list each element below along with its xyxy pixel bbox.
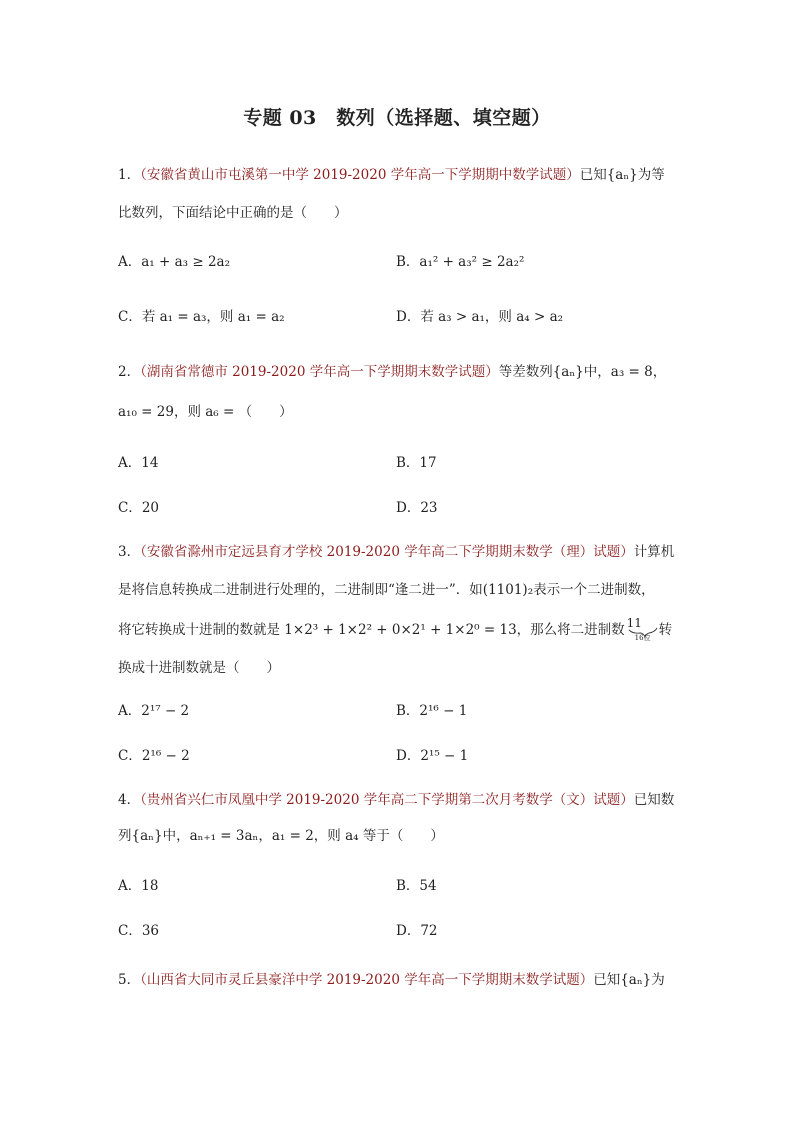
question-2-line-1 [118,360,666,380]
question-4-line-1 [118,788,674,808]
question-source: （安徽省滁州市定远县育才学校 2019-2020 学年高二下学期期末数学（理）试题） [140,544,634,560]
binary-number-figure [625,618,659,640]
option-a: A．18 [118,878,159,894]
sequence-symbol: {aₙ} [606,167,638,183]
question-5-line-1 [118,968,665,988]
question-1-line-1 [118,163,665,183]
option-c: C．36 [118,923,160,939]
question-text: 计算机 [633,544,675,560]
question-text: 已知 [579,167,607,183]
sequence-symbol: {aₙ} [620,972,652,988]
question-text: 为 [651,972,665,988]
question-2-line-2: a₁₀ = 29，则 a₆ = （ ） [118,404,293,420]
question-text: 中，a₃ = 8， [583,364,667,380]
option-d: D．23 [396,500,438,516]
option-b: B．a₁² + a₃² ≥ 2a₂² [396,254,525,270]
question-number: 1． [118,167,141,183]
option-a: A．2¹⁷ − 2 [118,703,190,719]
option-c: C．20 [118,500,160,516]
option-d: D．72 [396,923,438,939]
option-c: C．若 a₁ = a₃，则 a₁ = a₂ [118,309,285,325]
option-c: C．2¹⁶ − 2 [118,748,190,764]
binary-digits: 11 [626,616,642,630]
option-d: D．2¹⁵ − 1 [396,748,469,764]
question-text: 等差数列 [498,364,553,380]
question-number: 5． [118,972,141,988]
question-number: 3． [118,544,141,560]
question-4-line-2: 列{aₙ}中，aₙ₊₁ = 3aₙ，a₁ = 2，则 a₄ 等于（ ） [118,828,444,844]
question-source: （安徽省黄山市屯溪第一中学 2019-2020 学年高一下学期期中数学试题） [140,167,580,183]
question-source: （山西省大同市灵丘县豪洋中学 2019-2020 学年高一下学期期末数学试题） [140,972,594,988]
question-3-line-2: 是将信息转换成二进制进行处理的，二进制即“逢二进一”．如(1101)₂表示一个二进制数， [118,582,655,598]
question-text: 为等 [637,167,665,183]
question-text: 已知 [593,972,621,988]
question-text: 将它转换成十进制的数就是 1×2³ + 1×2² + 0×2¹ + 1×2⁰ = 13，那么将二进制数 [118,622,625,638]
option-b: B．17 [396,455,437,471]
question-1-line-2: 比数列，下面结论中正确的是（ ） [118,205,348,221]
question-number: 2． [118,364,141,380]
option-b: B．54 [396,878,437,894]
option-a: A．a₁ + a₃ ≥ 2a₂ [118,254,231,270]
option-a: A．14 [118,455,159,471]
question-text: 转 [658,622,673,638]
question-text: 已知数 [633,792,675,808]
option-b: B．2¹⁶ − 1 [396,703,468,719]
question-3-line-4: 换成十进制数就是（ ） [118,660,280,676]
page-title: 专题 03 数列（选择题、填空题） [243,107,551,129]
question-3-line-1 [118,540,674,560]
sequence-symbol: {aₙ} [552,364,584,380]
option-d: D．若 a₃ > a₁，则 a₄ > a₂ [396,309,564,325]
question-number: 4． [118,792,141,808]
binary-digit-count: 16位 [634,634,651,642]
question-source: （湖南省常德市 2019-2020 学年高一下学期期末数学试题） [140,364,499,380]
question-source: （贵州省兴仁市凤凰中学 2019-2020 学年高二下学期第二次月考数学（文）试题） [140,792,634,808]
question-3-line-3 [118,618,672,640]
